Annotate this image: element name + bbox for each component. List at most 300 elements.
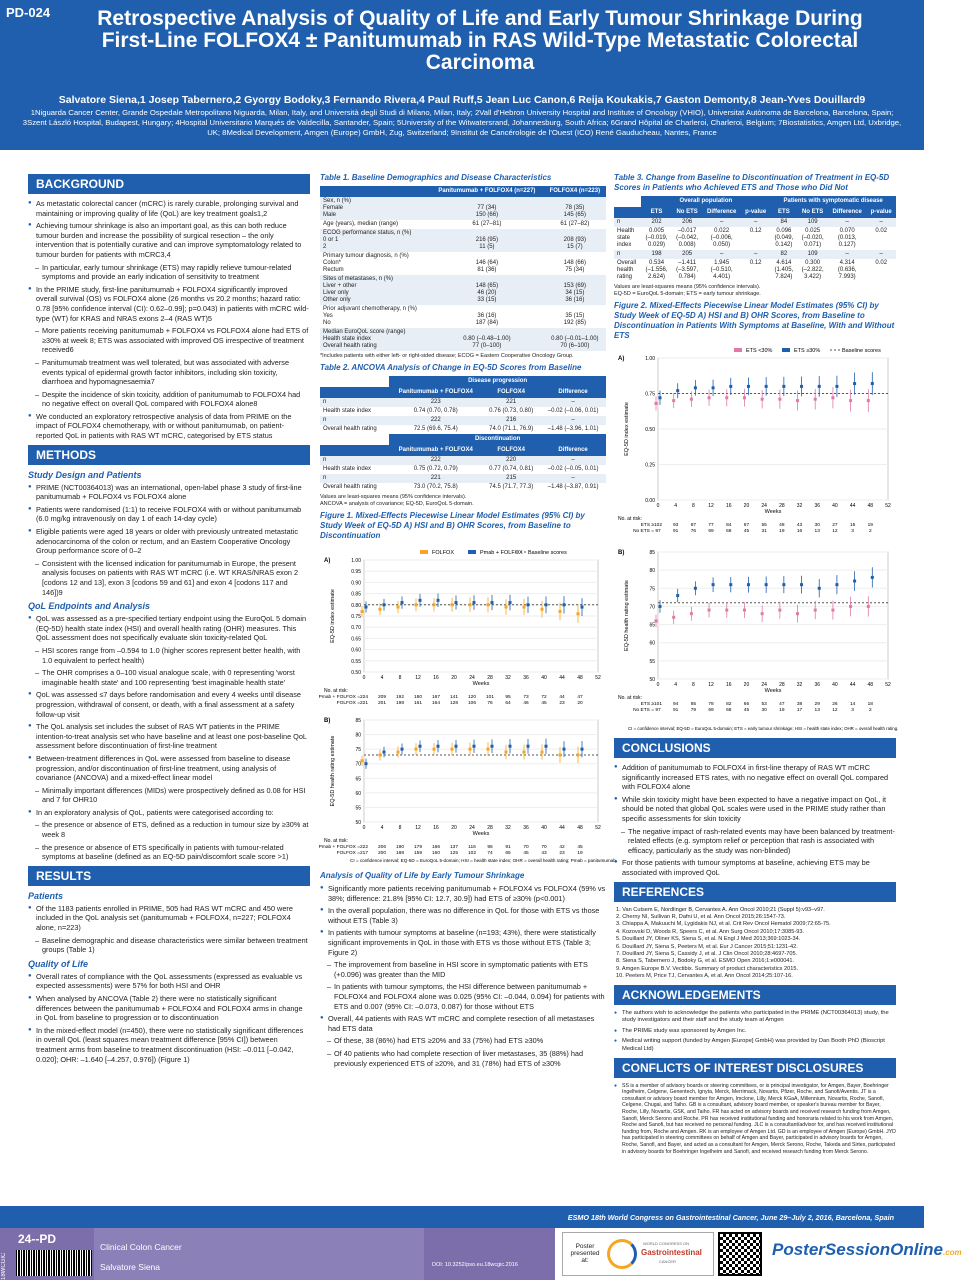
risk-count: 97: [655, 708, 661, 713]
risk-count: 45: [541, 701, 547, 706]
risk-count: 19: [577, 851, 583, 856]
data-point: [379, 608, 382, 611]
table-cell: –: [571, 417, 575, 423]
table-cell: –0.017 (–0.042, 0.008): [676, 228, 699, 248]
table-cell: 4.614 (1.405, 7.824): [774, 260, 794, 280]
risk-count: 209: [377, 695, 387, 700]
risk-count: 14: [849, 702, 856, 707]
risk-count: 141: [449, 695, 459, 700]
y-tick-label: 50: [649, 677, 655, 683]
table-cell: 0.096 (0.049, 0.142): [774, 228, 794, 248]
bullet-point: ● QoL was assessed as a pre-specified tertiary endpoint using the EuroQoL 5 domain (EQ-5D) health state index (HSI) and overall health rating (OHR) measures. This QoL assessment does not specifically evaluate skin toxicity-related QoL: [36, 614, 310, 643]
conclusions-items: [614, 763, 896, 878]
data-point: [708, 609, 711, 612]
table-cell: Health state index: [323, 466, 372, 472]
plot-area: [364, 720, 598, 822]
table-group-row: [614, 196, 896, 207]
legend-entry: ETS <30%: [746, 348, 773, 354]
legend-swatch: [420, 550, 428, 554]
risk-row-label: ETS ≥: [640, 523, 654, 528]
brand-logo[interactable]: [772, 1240, 962, 1260]
risk-count: 224: [359, 695, 369, 700]
risk-count: 201: [377, 701, 387, 706]
x-tick-label: 36: [523, 825, 529, 831]
x-tick-label: 48: [867, 682, 874, 688]
risk-count: 128: [449, 701, 459, 706]
risk-count: 3: [851, 529, 854, 534]
qol-ets-items: [320, 884, 606, 1068]
data-point: [563, 748, 566, 751]
y-tick-label: 1.00: [351, 558, 361, 564]
x-tick-label: 20: [743, 503, 750, 509]
subsection-heading: Patients: [28, 890, 64, 901]
table-cell: 221: [506, 399, 517, 405]
data-point: [800, 385, 803, 388]
bullet-point: ● Overall rates of compliance with the QoL assessments (expressed as evaluable vs expected assessments) were 57% for both HSI and OHR: [36, 972, 310, 991]
methods-heading: METHODS: [28, 445, 310, 465]
risk-count: 96: [487, 845, 493, 850]
risk-count: 94: [673, 702, 679, 707]
x-tick-label: 24: [469, 675, 475, 681]
x-tick-label: 12: [708, 682, 714, 688]
figure2-chart: [614, 344, 899, 734]
risk-count: 43: [541, 851, 547, 856]
bullet-point: ● For those patients with tumour symptoms at baseline, achieving ETS may be associated with improved QoL: [622, 858, 896, 877]
table-row: [320, 252, 606, 275]
sub-bullet: – In patients with tumour symptoms, the HSI difference between panitumumab + FOLFOX4 and FOLFOX4 alone was 0.025 (95% CI: –0.044, 0.094) for patients with ETS and 0.007 (95% CI: –0.073, 0.087) for those without ETS: [334, 982, 606, 1011]
y-tick-label: 85: [649, 550, 655, 556]
x-tick-label: 28: [779, 503, 785, 509]
reference-item: 4. Kozovski D, Woods R, Speers C, et al. Ann Surg Oncol 2010;17:3085-93.: [616, 928, 805, 935]
data-point: [523, 606, 526, 609]
table-cell: 222: [430, 457, 441, 463]
data-point: [712, 583, 715, 586]
x-tick-label: 4: [380, 825, 384, 831]
risk-count: 85: [690, 702, 697, 707]
x-tick-label: 16: [433, 675, 439, 681]
x-tick-label: 40: [541, 825, 547, 831]
y-axis-label: EQ-5D health rating estimate: [624, 580, 630, 651]
footer-left: [0, 1228, 555, 1280]
table-cell: –: [845, 251, 849, 257]
x-tick-label: 24: [761, 503, 767, 509]
footer-doi: DOI: 10.3252/pso.eu.18wcgic.2016: [432, 1262, 518, 1268]
data-point: [559, 610, 562, 613]
table-cell: 0.070 (0.013, 0.127): [837, 228, 857, 248]
table-cell: [614, 207, 641, 218]
risk-count: 15: [849, 523, 856, 528]
column-left: [28, 170, 310, 1198]
sub-bullet: – More patients receiving panitumumab + FOLFOX4 vs FOLFOX4 alone had ETS of ≥30% at week 8; ETS was associated with improved OS irrespective of treatment received6: [42, 326, 310, 355]
bullet-point: ● Of the 1183 patients enrolled in PRIME, 505 had RAS WT mCRC and 450 were included in the QoL analysis set (panitumumab + FOLFOX4, n=227; FOLFOX4 alone, n=223): [36, 904, 310, 933]
risk-count: 2: [868, 529, 872, 534]
x-tick-label: 44: [559, 825, 565, 831]
risk-count: 17: [796, 708, 803, 713]
poster-presented-label: Poster presented at:: [570, 1243, 600, 1264]
table-row: [614, 218, 896, 227]
x-tick-label: 52: [595, 675, 601, 681]
legend-entry: FOLFOX: [432, 550, 455, 556]
table-cell: 146 (64) 81 (36): [475, 260, 499, 273]
table-cell: 77 (34) 150 (66): [475, 205, 499, 218]
risk-count: 13: [814, 708, 820, 713]
risk-count: 48: [779, 523, 785, 528]
x-tick-label: 32: [505, 675, 511, 681]
risk-count: 64: [505, 701, 511, 706]
data-point: [659, 396, 662, 399]
data-point: [871, 382, 874, 385]
table-row: [320, 328, 606, 351]
y-tick-label: 0.80: [351, 602, 361, 609]
x-tick-label: 40: [832, 503, 838, 509]
data-point: [397, 606, 400, 609]
coi-heading: CONFLICTS OF INTEREST DISCLOSURES: [614, 1058, 896, 1078]
acknowledgement-item: ● The authors wish to acknowledge the patients who participated in the PRIME (NCT00364013) study, the study investigators and their staff and the study team at Amgen: [622, 1010, 896, 1025]
data-point: [469, 748, 472, 751]
table-cell: 216 (95) 11 (5): [475, 237, 499, 250]
table-cell: 36 (16) 187 (84): [475, 313, 499, 326]
data-point: [871, 576, 874, 579]
risk-count: 68: [726, 708, 732, 713]
table-cell: –: [754, 251, 758, 257]
risk-count: 222: [359, 845, 369, 850]
data-point: [487, 603, 490, 606]
risk-count: 221: [359, 701, 369, 706]
legend-entry: ETS ≥30%: [794, 348, 821, 354]
table-cell: [320, 186, 430, 197]
data-point: [433, 748, 436, 751]
x-tick-label: 28: [487, 675, 493, 681]
y-axis-label: EQ-5D index estimate: [330, 589, 336, 643]
risk-count: 77: [708, 523, 714, 528]
table-cell: FOLFOX4 (n=223): [544, 186, 606, 197]
data-point: [747, 583, 750, 586]
y-tick-label: 0.85: [351, 591, 361, 598]
sub-bullet: – the presence or absence of ETS specifically in patients with tumour-related symptoms at baseline (defined as an EQ-5D pain/discomfort scale score >1): [42, 843, 310, 862]
legend-entry: Pmab + FOLFOX: [480, 550, 523, 556]
table-row: [320, 483, 606, 492]
table-cell: –: [879, 219, 883, 225]
x-tick-label: 24: [469, 825, 475, 831]
table-cell: –: [720, 219, 724, 225]
table-group-label: Discontinuation: [389, 434, 606, 445]
risk-count: 19: [779, 708, 785, 713]
table-cell: n: [617, 219, 621, 225]
risk-count: 95: [505, 695, 511, 700]
column-middle: [318, 170, 618, 1198]
data-point: [397, 751, 400, 754]
data-point: [765, 583, 768, 586]
y-tick-label: 0.00: [645, 498, 655, 504]
legend-entry: Baseline scores: [528, 550, 567, 556]
data-point: [577, 612, 580, 615]
table-cell: 216: [506, 417, 517, 423]
risk-count: 69: [708, 708, 714, 713]
risk-count: 217: [359, 851, 369, 856]
results-items: [28, 891, 310, 1064]
y-tick-label: 0.50: [351, 670, 361, 676]
data-point: [473, 601, 476, 604]
reference-item: 8. Siena S, Tabernero J, Bodoky G, et al. ESMO Open 2016;1:e000041.: [616, 958, 795, 965]
table-cell: 1.945 (–0.510, 4.401): [710, 260, 733, 280]
table-cell: 0.025 (–0.020, 0.071): [801, 228, 824, 248]
congress-banner: ESMO 18th World Congress on Gastrointestinal Cancer, June 29–July 2, 2016, Barcelona, Spain: [0, 1206, 924, 1228]
table-cell: –0.02 (–0.05, 0.01): [547, 466, 599, 472]
risk-count: 70: [523, 845, 529, 850]
data-point: [361, 759, 364, 762]
risk-count: 16: [796, 529, 803, 534]
references-list: [614, 907, 896, 981]
data-point: [491, 601, 494, 604]
table-group-label: Overall population: [641, 196, 770, 207]
table-cell: Difference: [828, 207, 867, 218]
y-tick-label: 60: [355, 790, 361, 797]
risk-count: 137: [449, 845, 459, 850]
risk-count: 29: [814, 702, 820, 707]
data-point: [694, 386, 697, 389]
table-header-row: [320, 445, 606, 456]
data-point: [849, 605, 852, 608]
x-tick-label: 32: [796, 682, 803, 688]
risk-count: 45: [577, 845, 583, 850]
coi-text: ● SS is a member of advisory boards or steering committees, or is principal investigator, for Amgen, Bayer, Boehringer Ingelheim, Celgene, Genentech, Ignyta, Merck, Merrimack, Novartis, Pfizer, Roche, and Sanofi/Aventis. JT is a consultant or advisory board member for Amgen, Imclone, Lilly, Merck KGaA, Millennium, Novartis, Roche, Sanofi, Celgene, Chugai, and Taiho. GB is a consultant, advisory board member, or speaker's bureau member for Bayer, Roche, Lilly, Novartis, GSK, and Taiho. FR has acted on advisory boards and received research funding from Amgen, Sanofi, Merck Serono and Roche. PR has received institutional funding and honoraria related to his work from Amgen, Roche and Sanofi, but has received no personal funding. JLC is a consultant/advisor for, and has received institutional funding from, Roche and Amgen. RK is an employee of Amgen Ltd. GD is an employee of Amgen (Europe) GmbH. JYD has participated in steering committees on behalf of Amgen and Bayer, participated in advisory boards for Amgen, Roche, Sanofi, and Bayer, and acted as a consultant for Amgen, Merck Serono, Roche, Takeda and Sirtex, participated in advisory boards for Boehringer Ingelheim and Sanofi, and received research funding from Merck Serono.: [622, 1083, 896, 1156]
bullet-point: ● Eligible patients were aged 18 years or older with previously untreated metastatic adenocarcinoma of the colon or rectum, and an Eastern Cooperative Oncology Group performance score of 0–2: [36, 527, 310, 556]
footer-category: Clinical Colon Cancer: [100, 1242, 182, 1252]
table-cell: 208 (93) 15 (7): [563, 237, 587, 250]
y-tick-label: 55: [649, 658, 655, 665]
data-point: [818, 385, 821, 388]
x-tick-label: 48: [577, 825, 583, 831]
x-tick-label: 4: [674, 503, 678, 509]
data-point: [415, 603, 418, 606]
legend-swatch: [782, 348, 790, 352]
sub-bullet: – Of 40 patients who had complete resection of liver metastases, 35 (88%) had previously experienced ETS of ≥20%, and 31 (78%) had ETS of ≥30%: [334, 1049, 606, 1068]
x-tick-label: 8: [398, 825, 402, 831]
table-cell: 206: [682, 219, 693, 225]
x-tick-label: 0: [656, 682, 660, 688]
table-cell: 202: [651, 219, 662, 225]
bullet-point: ● We conducted an exploratory retrospective analysis of data from PRIME on the impact of FOLFOX4 chemotherapy, with or without panitumumab, on patient-reported QoL in patients with RAS WT mCRC, categorised by ETS status: [36, 412, 310, 441]
data-point: [455, 745, 458, 748]
data-point: [577, 753, 580, 756]
risk-count: 30: [814, 523, 820, 528]
figure-note: CI = confidence interval; EQ-5D = EuroQoL 5-domain; HSI = health state index; OHR = overall health rating; Pmab = panitumumab.: [350, 858, 618, 863]
data-point: [487, 748, 490, 751]
y-tick-label: 50: [355, 820, 361, 826]
x-axis-label: Weeks: [472, 831, 490, 837]
data-point: [401, 601, 404, 604]
risk-row-label: Pmab + FOLFOX =: [318, 845, 360, 850]
data-point: [433, 603, 436, 606]
poster-presented-box: [562, 1232, 714, 1276]
y-tick-label: 0.25: [645, 462, 655, 469]
table-row: [320, 398, 606, 407]
bullet-point: ● In the mixed-effect model (n=450), there were no statistically significant differences in overall QoL (least squares mean treatment difference [95% CI]) between treatment arms from baseline to treatment discontinuation (HSI: –0.011 [–0.042, 0.020]; OHR: –1.640 [–4.257, 0.976]) (Figure 1): [36, 1026, 310, 1064]
risk-count: 69: [708, 529, 714, 534]
brand-name: PosterSessionOnline: [772, 1240, 943, 1259]
data-point: [361, 610, 364, 613]
x-tick-label: 8: [691, 682, 695, 688]
author-list: Salvatore Siena,1 Josep Tabernero,2 Gyorgy Bodoky,3 Fernando Rivera,4 Paul Ruff,5 Jean Luc Canon,6 Reija Koukakis,7 Gaston Demonty,8 Jean-Yves Douillard9: [58, 94, 866, 106]
x-tick-label: 48: [577, 675, 583, 681]
table-cell: Panitumumab + FOLFOX4: [389, 445, 482, 456]
legend-entry: Baseline scores: [842, 348, 881, 354]
risk-count: 84: [726, 523, 732, 528]
risk-count: 53: [761, 702, 767, 707]
figure2-title: Figure 2. Mixed-Effects Piecewise Linear Model Estimates (95% CI) by Study Week of EQ-5D A) HSI and B) OHR Scores, from Baseline to Discontinuation in Patients With Symptoms at Baseline, With and Without ETS: [614, 301, 895, 340]
x-tick-label: 44: [559, 675, 565, 681]
y-tick-label: 0.55: [351, 658, 361, 665]
risk-count: 160: [431, 851, 441, 856]
reference-item: 3. Chiappa A, Makuuchi M, Lygidakis NJ, et al. Crit Rev Oncol Hematol 2009;72:65-75.: [616, 921, 831, 928]
table-cell: 153 (69) 34 (15) 36 (16): [563, 283, 587, 303]
table-header-row: [320, 186, 606, 197]
table-header-row: [320, 387, 606, 398]
table-row: [320, 416, 606, 425]
risk-count: 166: [431, 845, 441, 850]
bullet-point: ● Between-treatment differences in QoL were assessed from baseline to disease progression, and/or discontinuation of first-line treatment, using analysis of covariance (ANCOVA) and a mixed-effect linear model: [36, 754, 310, 783]
risk-count: 27: [832, 523, 838, 528]
risk-count: 159: [413, 851, 423, 856]
data-point: [545, 745, 548, 748]
risk-count: 44: [559, 695, 565, 700]
risk-count: 116: [468, 845, 476, 850]
background-items: [28, 199, 310, 441]
x-tick-label: 28: [779, 682, 785, 688]
risk-count: 30: [761, 708, 767, 713]
table-cell: 0.02: [875, 260, 888, 266]
bullet-point: ● QoL was assessed ≤7 days before randomisation and every 4 weeks until disease progression, withdrawal of consent, or death, with a final assessment at a safety follow-up visit: [36, 690, 310, 719]
panel-label: A): [618, 356, 625, 362]
y-tick-label: 75: [355, 747, 361, 754]
table-cell: [320, 445, 389, 456]
table-cell: Sites of metastases, n (%) Liver + other Liver only Other only: [323, 276, 394, 303]
bullet-point: ● When analysed by ANCOVA (Table 2) there were no statistically significant differences between the panitumumab + FOLFOX4 and FOLFOX4 arms in change in QoL from baseline to progression or to discontinuation: [36, 994, 310, 1023]
risk-count: 45: [743, 708, 750, 713]
data-point: [455, 601, 458, 604]
data-point: [581, 606, 584, 609]
table-cell: 215: [506, 475, 517, 481]
barcode-icon: [16, 1250, 92, 1276]
side-code: 18WCGIC: [1, 1252, 7, 1280]
table-row: [320, 474, 606, 483]
risk-count: 190: [395, 845, 405, 850]
risk-label: No. at risk:: [618, 516, 642, 522]
bullet-point: ● Overall, 44 patients with RAS WT mCRC and complete resection of all metastases had ETS data: [328, 1014, 606, 1033]
data-point: [818, 587, 821, 590]
table-row: [614, 227, 896, 250]
qr-code-icon[interactable]: [718, 1232, 762, 1276]
table-cell: Overall health rating: [617, 260, 637, 280]
x-tick-label: 40: [541, 675, 547, 681]
y-tick-label: 0.60: [351, 647, 361, 654]
table-cell: 205: [682, 251, 693, 257]
gi-logo-cancer: CANCER: [659, 1259, 676, 1264]
risk-label: No. at risk:: [324, 838, 348, 844]
data-point: [778, 609, 781, 612]
figure1-title: Figure 1. Mixed-Effects Piecewise Linear Model Estimates (95% CI) by Study Week of EQ-5D A) HSI and B) OHR Scores, from Baseline to Discontinuation: [320, 511, 585, 540]
x-tick-label: 0: [362, 825, 366, 831]
x-tick-label: 48: [867, 503, 874, 509]
risk-count: 79: [690, 708, 697, 713]
risk-count: 76: [487, 701, 493, 706]
bullet-point: ● As metastatic colorectal cancer (mCRC) is rarely curable, prolonging survival and maintaining or improving quality of life (QoL) are key treatment goals1,2: [36, 199, 310, 218]
y-tick-label: 0.50: [645, 427, 655, 433]
table-cell: 221: [430, 475, 441, 481]
bullet-point: ● Patients were randomised (1:1) to receive FOLFOX4 with or without panitumumab (6.0 mg/kg intravenously on day 1 of each 14-day cycle): [36, 505, 310, 524]
bullet-point: ● In patients with tumour symptoms at baseline (n=193; 43%), there were statistically significant improvements in QoL in those with ETS vs those without ETS (Table 3; Figure 2): [328, 928, 606, 957]
y-tick-label: 0.70: [351, 625, 361, 632]
table-row: [320, 305, 606, 328]
x-tick-label: 36: [814, 682, 821, 688]
table-cell: 35 (15) 192 (85): [563, 313, 587, 326]
risk-row-label: FOLFOX =: [336, 701, 360, 706]
risk-count: 161: [413, 701, 423, 706]
table-cell: 0.74 (0.70, 0.78): [413, 408, 458, 414]
panel-label: A): [324, 558, 331, 564]
reference-item: 9. Amgen Europe B.V. Vectibix. Summary of product characteristics 2015.: [616, 965, 798, 972]
risk-count: 18: [867, 702, 873, 707]
table-cell: [320, 387, 389, 398]
x-tick-label: 16: [725, 682, 732, 688]
table-cell: –: [720, 251, 724, 257]
data-point: [743, 396, 746, 399]
x-tick-label: 8: [398, 675, 402, 681]
figure-note: CI = confidence interval; EQ-5D = EuroQoL 5-domain; ETS = early tumour shrinkage; HSI = health state index; OHR = overall health rating.: [628, 726, 899, 731]
affiliations: 1Niguarda Cancer Center, Grande Ospedale Metropolitano Niguarda, Milan, Italy, and Università degli Studi di Milano, Milan, Italy; 2Vall d'Hebron University Hospital and Institute of Oncology (VHIO), Universitat Autònoma de Barcelona, Barcelona, Spain; 3Szent László Hospital, Budapest, Hungary; 4Hospital Universitario Marqués de Valdecilla, Santander, Spain; 5University of the Witwatersrand, Johannesburg, South Africa; 6Grand Hôpital de Charleroi, Charleroi, Belgium; 7Biostatistics, Amgen Ltd, Uxbridge, UK; 8Medical Development, Amgen (Europe) GmbH, Zug, Switzerland; 9Institut de Cancérologie de l'Ouest (ICO) René Gauducheau, Nantes, France: [22, 108, 902, 137]
risk-count: 101: [485, 695, 495, 700]
risk-count: 26: [832, 702, 838, 707]
x-tick-label: 52: [885, 682, 891, 688]
table-cell: –: [879, 251, 883, 257]
references-heading: REFERENCES: [614, 882, 896, 902]
data-point: [867, 605, 870, 608]
risk-count: 31: [761, 529, 767, 534]
data-point: [581, 748, 584, 751]
y-tick-label: 0.90: [351, 580, 361, 587]
table-cell: –0.02 (–0.06, 0.01): [547, 408, 599, 414]
x-axis-label: Weeks: [472, 681, 490, 687]
x-tick-label: 4: [674, 682, 678, 688]
risk-count: 2: [868, 708, 872, 713]
data-point: [541, 608, 544, 611]
x-tick-label: 36: [523, 675, 529, 681]
sub-bullet: – Despite the incidence of skin toxicity, addition of panitumumab to FOLFOX4 had no negative effect on overall QoL compared with FOLFOX4 alone8: [42, 390, 310, 409]
sub-bullet: – Panitumumab treatment was well tolerated, but was associated with adverse events typical of epidermal growth factor inhibitors, including skin toxicity, diarrhoea and hypomagnesaemia7: [42, 358, 310, 387]
legend-swatch: [468, 550, 476, 554]
table-cell: –: [845, 219, 849, 225]
reference-item: 10. Peeters M, Price TJ, Cervantes A, et al. Ann Oncol 2014;25:107-16.: [616, 973, 793, 980]
data-point: [694, 587, 697, 590]
subsection-heading: Quality of Life: [28, 958, 89, 969]
x-tick-label: 24: [761, 682, 767, 688]
table-cell: 0.80 (–0.01–1.00) 70 (6–100): [551, 336, 599, 349]
data-point: [796, 399, 799, 402]
data-point: [365, 762, 368, 765]
data-point: [672, 616, 675, 619]
table-cell: 0.534 (–1.556, 2.624): [645, 260, 668, 280]
risk-count: 45: [523, 851, 529, 856]
table-cell: Health state index: [617, 228, 635, 248]
table-cell: ETS: [641, 207, 672, 218]
y-tick-label: 0.75: [645, 391, 655, 398]
risk-count: 73: [523, 695, 529, 700]
table-cell: p-value: [741, 207, 770, 218]
data-point: [814, 398, 817, 401]
x-tick-label: 40: [832, 682, 838, 688]
table-cell: Difference: [702, 207, 741, 218]
data-point: [379, 753, 382, 756]
